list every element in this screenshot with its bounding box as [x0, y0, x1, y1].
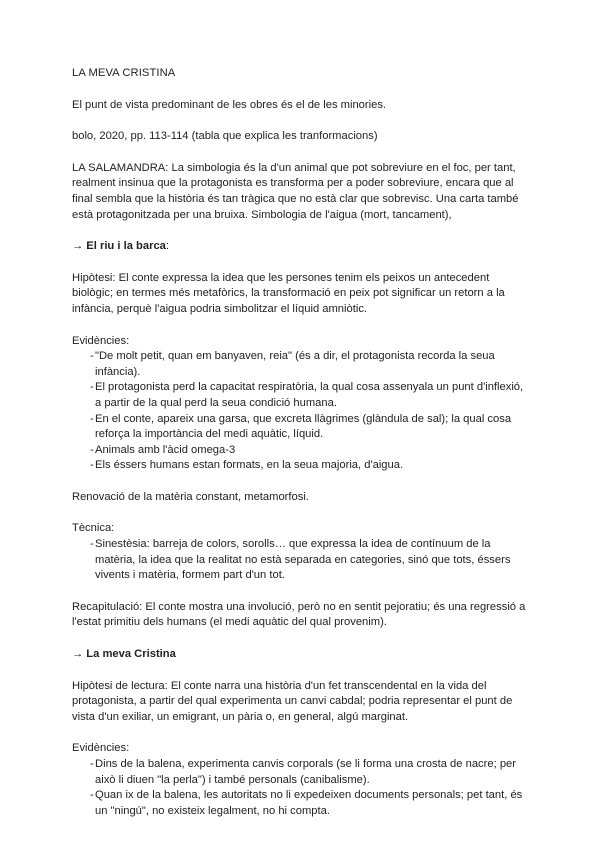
section-heading-text: La meva Cristina	[86, 648, 176, 661]
heading-colon: :	[165, 240, 169, 253]
dash-bullet: -	[90, 381, 94, 394]
section-heading-riu	[72, 239, 532, 255]
evidence-list	[72, 349, 532, 474]
list-item-text: "De molt petit, quan em banyaven, reia" (és a dir, el protagonista recorda la seua infància).	[95, 350, 495, 378]
renovation-paragraph: Renovació de la matèria constant, metamorfosi.	[72, 490, 309, 503]
arrow-icon: →	[72, 648, 84, 661]
list-item	[72, 412, 532, 443]
document-page	[72, 66, 532, 835]
list-item-text: Animals amb l'àcid omega-3	[95, 443, 236, 456]
evidence-label: Evidències:	[72, 334, 130, 347]
intro-paragraph: El punt de vista predominant de les obres és el de les minories.	[72, 98, 387, 111]
dash-bullet: -	[90, 350, 94, 363]
list-item	[72, 349, 532, 380]
list-item	[72, 380, 532, 411]
list-item	[72, 443, 532, 459]
dash-bullet: -	[90, 789, 94, 802]
section-heading-cristina	[72, 647, 532, 663]
list-item-text: Dins de la balena, experimenta canvis corporals (se li forma una crosta de nacre; per això li diuen "la perla") i també personals (canibalisme).	[95, 758, 516, 786]
hypothesis-paragraph: Hipòtesi de lectura: El conte narra una història d'un fet transcendental en la vida del protagonista, a partir del qual experimenta un canvi cabdal; podria representar el punt de vista d'un exiliar, un emigrant, un pària o, en general, algú marginat.	[72, 679, 513, 723]
list-item	[72, 458, 532, 474]
document-title: LA MEVA CRISTINA	[72, 67, 176, 79]
evidence-list	[72, 757, 532, 819]
salamandra-paragraph: LA SALAMANDRA: La simbologia és la d'un animal que pot sobreviure en el foc, per tant, realment insinua que la protagonista es transforma per a poder sobreviure, encara que al final sembla que la història és tan tràgica que no està clar que sobrevisc. Una carta també està protagonitzada per una bruixa. Simbologia de l'aigua (mort, tancament),	[72, 161, 519, 221]
recap-paragraph: Recapitulació: El conte mostra una involució, però no en sentit pejoratiu; és una regressió a l'estat primitiu dels humans (el medi aquàtic del qual provenim).	[72, 600, 526, 629]
hypothesis-paragraph: Hipòtesi: El conte expressa la idea que les persones tenim els peixos un antecedent biològic; en termes més metafòrics, la transformació en peix pot significar un retorn a la infància, perquè l'aigua podria simbolitzar el líquid amniòtic.	[72, 271, 505, 315]
list-item	[72, 537, 532, 584]
dash-bullet: -	[90, 412, 94, 425]
dash-bullet: -	[90, 443, 94, 456]
reference-paragraph: bolo, 2020, pp. 113-114 (tabla que explica les tranformacions)	[72, 130, 378, 143]
dash-bullet: -	[90, 459, 94, 472]
list-item	[72, 788, 532, 819]
dash-bullet: -	[90, 758, 94, 770]
technique-list	[72, 537, 532, 584]
list-item-text: En el conte, apareix una garsa, que excreta llàgrimes (glàndula de sal); la qual cosa reforça la importància del medi aquàtic, líquid.	[95, 412, 512, 441]
technique-label: Tècnica:	[72, 522, 115, 535]
arrow-icon: →	[72, 240, 84, 253]
list-item-text: El protagonista perd la capacitat respiratòria, la qual cosa assenyala un punt d'inflexió, a partir de la qual perd la seua condició humana.	[95, 381, 524, 409]
list-item-text: Sinestèsia: barreja de colors, sorolls… que expressa la idea de contínuum de la matèria, la idea que la realitat no està separada en categories, sinó que tots, éssers vivents i matèria, formem part d'un tot.	[95, 538, 511, 582]
list-item-text: Els éssers humans estan formats, en la seua majoria, d'aigua.	[95, 459, 404, 472]
section-heading-text: El riu i la barca	[86, 240, 166, 253]
list-item	[72, 757, 532, 788]
list-item-text: Quan ix de la balena, les autoritats no li expedeixen documents personals; pet tant, és un "ningú", no existeix legalment, no hi compta.	[95, 789, 523, 817]
dash-bullet: -	[90, 538, 94, 551]
evidence-label: Evidències:	[72, 742, 130, 755]
